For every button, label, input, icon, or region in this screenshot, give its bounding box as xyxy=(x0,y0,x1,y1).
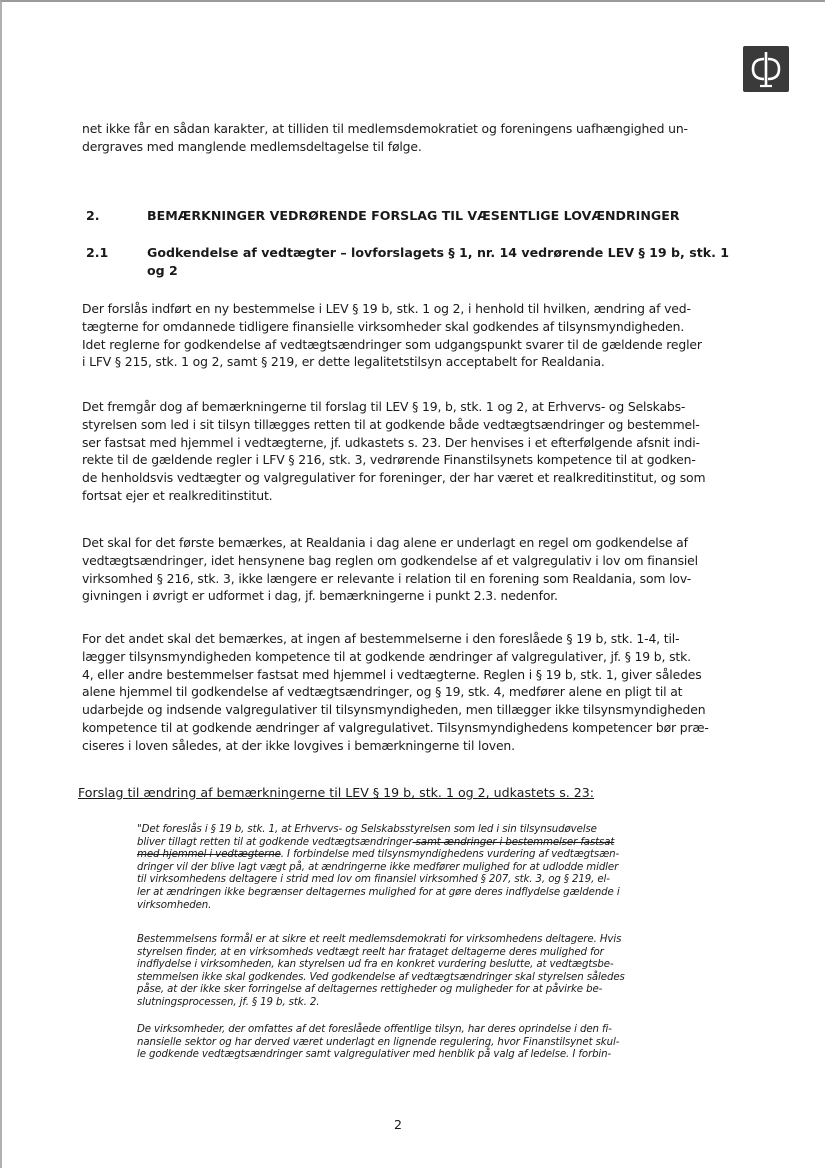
intro-paragraph xyxy=(82,120,730,156)
text-line: ser fastsat med hjemmel i vedtægterne, jf. udkastets s. 23. Der henvises i et efterfølgende afsnit indi- xyxy=(82,434,700,450)
quote-line: styrelsen finder, at en virksomheds vedtægt reelt har frataget deltagerne deres mulighed for xyxy=(137,946,604,958)
heading-line: Godkendelse af vedtægter – lovforslagets § 1, nr. 14 vedrørende LEV § 19 b, stk. 1 xyxy=(147,245,730,260)
quote-line: slutningsprocessen, jf. § 19 b, stk. 2. xyxy=(137,996,320,1008)
body-paragraph xyxy=(82,300,730,371)
section-2-title: BEMÆRKNINGER VEDRØRENDE FORSLAG TIL VÆSENTLIGE LOVÆNDRINGER xyxy=(147,208,680,223)
text-line: lægger tilsynsmyndigheden kompetence til at godkende ændringer af valgregulativer, jf. § 19 b, stk. xyxy=(82,648,691,664)
section-2-1-number: 2.1 xyxy=(86,245,109,260)
proposal-title: Forslag til ændring af bemærkningerne til LEV § 19 b, stk. 1 og 2, udkastets s. 23: xyxy=(78,785,595,800)
quote-line: påse, at der ikke sker forringelse af deltagernes rettigheder og muligheder for at påvirke be- xyxy=(137,984,603,996)
quote-line: stemmelsen ikke skal godkendes. Ved godkendelse af vedtægtsændringer skal styrelsen således xyxy=(137,971,625,983)
quote-line: virksomheden. xyxy=(137,899,212,911)
quote-paragraph xyxy=(137,934,682,1010)
quote-line: Bestemmelsens formål er at sikre et reelt medlemsdemokrati for virksomhedens deltagere. Hvis xyxy=(137,934,622,945)
text-line: virksomhed § 216, stk. 3, ikke længere er relevante i relation til en forening som Realdania, som lov- xyxy=(82,570,692,586)
text-line: Det skal for det første bemærkes, at Realdania i dag alene er underlagt en regel om godkendelse af xyxy=(82,535,688,550)
quote-line: le godkende vedtægtsændringer samt valgregulativer med henblik på valg af ledelse. I forbin- xyxy=(137,1049,612,1061)
text-line: udarbejde og indsende valgregulativer til tilsynsmyndigheden, men tillægger ikke tilsynsmyndigheden xyxy=(82,702,706,718)
section-2-1-title xyxy=(147,244,737,280)
logo xyxy=(743,46,789,92)
text-line: net ikke får en sådan karakter, at tilliden til medlemsdemokratiet og foreningens uafhængighed un- xyxy=(82,121,688,136)
text-line: dergraves med manglende medlemsdeltagelse til følge. xyxy=(82,138,422,154)
quote-line xyxy=(137,849,682,862)
quote-paragraph xyxy=(137,1024,682,1062)
bank-monogram-logo-icon xyxy=(749,50,783,88)
body-paragraph xyxy=(82,630,730,755)
text-line: de henholdsvis vedtægter og valgregulativer for foreninger, der har været et realkreditinstitut, og som xyxy=(82,470,706,486)
quote-text: . I forbindelse med tilsynsmyndighedens vurdering af vedtægtsæn- xyxy=(280,849,620,861)
text-line: styrelsen som led i sit tilsyn tillægges retten til at godkende både vedtægtsændringer og bestemmel- xyxy=(82,416,700,432)
text-line: Der forslås indført en ny bestemmelse i LEV § 19 b, stk. 1 og 2, i henhold til hvilken, ændring af ved- xyxy=(82,301,691,316)
quote-line: til virksomhedens deltagere i strid med lov om finansiel virksomhed § 207, stk. 3, og § 219, el- xyxy=(137,874,610,886)
text-line: Det fremgår dog af bemærkningerne til forslag til LEV § 19, b, stk. 1 og 2, at Erhvervs- og Selskabs- xyxy=(82,399,686,414)
quote-text: bliver tillagt retten til at godkende vedtægtsændringer xyxy=(137,836,413,848)
text-line: tægterne for omdannede tidligere finansielle virksomheder skal godkendes af tilsynsmyndigheden. xyxy=(82,318,685,334)
quote-line: "Det foreslås i § 19 b, stk. 1, at Erhvervs- og Selskabsstyrelsen som led i sin tilsynsudøvelse xyxy=(137,824,597,835)
page-number: 2 xyxy=(394,1117,403,1132)
quote-line: De virksomheder, der omfattes af det foreslåede offentlige tilsyn, har deres oprindelse i den fi- xyxy=(137,1024,612,1035)
quote-line: ler at ændringen ikke begrænser deltagernes mulighed for at gøre deres indflydelse gældende i xyxy=(137,886,620,898)
text-line: Idet reglerne for godkendelse af vedtægtsændringer som udgangspunkt svarer til de gældende regler xyxy=(82,336,702,352)
quote-line xyxy=(137,837,682,850)
text-line: rekte til de gældende regler i LFV § 216, stk. 3, vedrørende Finanstilsynets kompetence til at godken- xyxy=(82,452,696,468)
text-line: givningen i øvrigt er udformet i dag, jf. bemærkningerne i punkt 2.3. nedenfor. xyxy=(82,588,558,604)
struck-text: samt ændringer i bestemmelser fastsat xyxy=(412,836,615,848)
quote-line: nansielle sektor og har derved været underlagt en lignende regulering, hvor Finanstilsynet skul- xyxy=(137,1036,620,1048)
text-line: kompetence til at godkende ændringer af valgregulativet. Tilsynsmyndighedens kompetencer bør præ- xyxy=(82,719,709,735)
text-line: 4, eller andre bestemmelser fastsat med hjemmel i vedtægterne. Reglen i § 19 b, stk. 1, giver således xyxy=(82,666,702,682)
text-line: alene hjemmel til godkendelse af vedtægtsændringer, og § 19, stk. 4, medfører alene en pligt til at xyxy=(82,684,683,700)
text-line: fortsat ejer et realkreditinstitut. xyxy=(82,487,273,503)
body-paragraph xyxy=(82,398,730,505)
quote-line: indflydelse i virksomheden, kan styrelsen ud fra en konkret vurdering beslutte, at vedtægtsbe- xyxy=(137,959,614,971)
quote-line: dringer vil der blive lagt vægt på, at ændringerne ikke medfører mulighed for at udlodde midler xyxy=(137,861,619,873)
body-paragraph xyxy=(82,534,730,605)
quote-paragraph xyxy=(137,824,682,912)
text-line: i LFV § 215, stk. 1 og 2, samt § 219, er dette legalitetstilsyn acceptabelt for Realdania. xyxy=(82,354,605,370)
heading-line: og 2 xyxy=(147,263,178,278)
text-line: ciseres i loven således, at der ikke lovgives i bemærkningerne til loven. xyxy=(82,737,515,753)
struck-text: med hjemmel i vedtægterne xyxy=(137,849,281,861)
text-line: For det andet skal det bemærkes, at ingen af bestemmelserne i den foreslåede § 19 b, stk. 1-4, til- xyxy=(82,631,680,646)
section-2-number: 2. xyxy=(86,208,100,223)
text-line: vedtægtsændringer, idet hensynene bag reglen om godkendelse af et valgregulativ i lov om finansiel xyxy=(82,552,698,568)
